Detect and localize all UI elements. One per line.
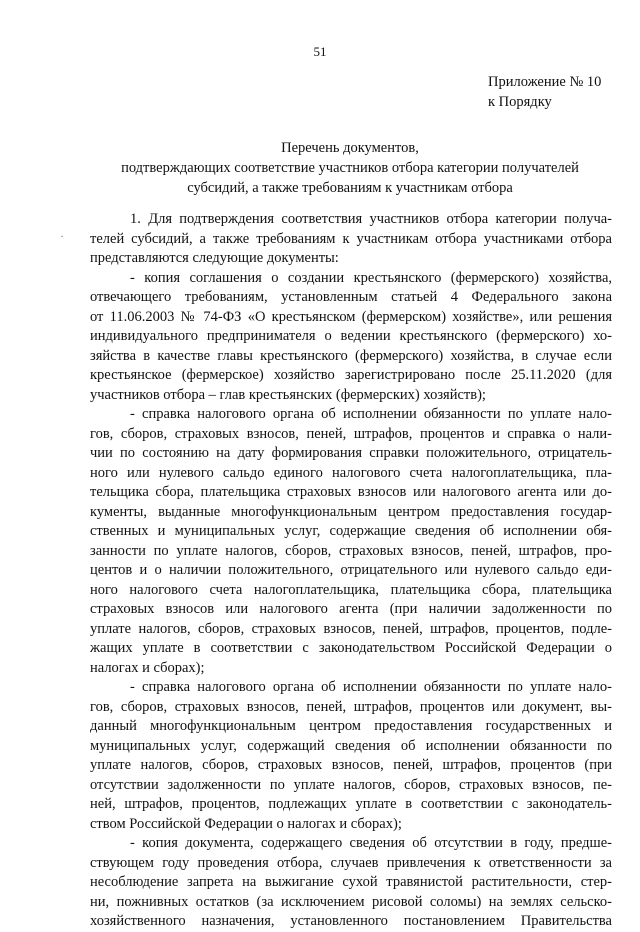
body-line: жащих уплате в соответствии с законодательством Российской Федерации о (90, 640, 612, 656)
body-line: крестьянское (фермерское) хозяйство зарегистрировано после 25.11.2020 (для (90, 367, 612, 383)
scan-artifact: · (60, 229, 64, 243)
body-line: кументы, выданные многофункциональным центром предоставления государ- (90, 503, 612, 520)
body-line: уплате налогов, сборов, страховых взносов, пеней, штрафов, процентов, подле- (90, 620, 612, 637)
body-line: представляются следующие документы: (90, 250, 339, 266)
title-line-3: субсидий, а также требованиям к участникам отбора (187, 180, 513, 196)
title-line-2: подтверждающих соответствие участников отбора категории получателей (121, 160, 579, 176)
body-line: тельщика сбора, плательщика страховых взносов или налогового агента или до- (90, 484, 612, 500)
body-line: индивидуального предпринимателя о ведении крестьянского (фермерского) хо- (90, 328, 612, 344)
document-body (90, 210, 612, 932)
body-line: - копия документа, содержащего сведения об отсутствии в году, предше- (130, 835, 612, 851)
body-line: занности по уплате налогов, сборов, страховых взносов, пеней, штрафов, про- (90, 542, 612, 559)
document-title (80, 138, 620, 198)
body-line: - копия соглашения о создании крестьянского (фермерского) хозяйства, (130, 269, 612, 286)
body-line: отсутствии задолженности по уплате налогов, сборов, страховых взносов, пе- (90, 776, 612, 793)
body-line: ного налогового счета налогоплательщика, плательщика сбора, плательщика (90, 581, 612, 598)
body-line: несоблюдение запрета на выжигание сухой травянистой растительности, стер- (90, 874, 612, 890)
page-number: 51 (313, 44, 327, 59)
body-line: от 11.06.2003 № 74-ФЗ «О крестьянском (фермерском) хозяйстве», или решения (90, 308, 612, 325)
body-line: чии по состоянию на дату формирования справки положительного, отрицатель- (90, 445, 612, 461)
body-line: ствующем году проведения отбора, случаев привлечения к ответственности за (90, 854, 612, 871)
body-line: ни, пожнивных остатков (за исключением рисовой соломы) на землях сельско- (90, 893, 612, 910)
appendix-line-1: Приложение № 10 (488, 74, 602, 90)
body-line: гов, сборов, страховых взносов, пеней, штрафов, процентов или документ, вы- (90, 698, 612, 715)
body-line: - справка налогового органа об исполнении обязанности по уплате нало- (130, 679, 612, 695)
body-line: налогах и сборах); (90, 659, 205, 676)
title-line-1: Перечень документов, (281, 140, 419, 156)
body-line: страховых взносов или налогового агента (при наличии задолженности по (90, 601, 612, 617)
body-line: зяйства в качестве главы крестьянского (фермерского) хозяйства, в случае если (90, 347, 612, 364)
body-line: центов и о наличии положительного, отрицательного или нулевого сальдо еди- (90, 562, 612, 578)
body-line: 1. Для подтверждения соответствия участников отбора категории получа- (130, 211, 612, 227)
appendix-reference (488, 72, 601, 112)
body-line: гов, сборов, страховых взносов, пеней, штрафов, процентов и справка о нали- (90, 425, 612, 442)
body-line: данный многофункциональным центром предоставления государственных и (90, 718, 612, 734)
body-line: ного или нулевого сальдо единого налогового счета налогоплательщика, пла- (90, 464, 612, 481)
body-line: ством Российской Федерации о налогах и сборах); (90, 815, 402, 832)
body-line: телей субсидий, а также требованиям к участникам отбора участниками отбора (90, 230, 612, 247)
body-line: ней, штрафов, процентов, подлежащих уплате в соответствии с законодатель- (90, 796, 612, 812)
body-line: ственных и муниципальных услуг, содержащие сведения об исполнении обя- (90, 523, 612, 539)
appendix-line-2: к Порядку (488, 94, 552, 110)
body-line: - справка налогового органа об исполнении обязанности по уплате нало- (130, 406, 612, 422)
body-line: хозяйственного назначения, установленного постановлением Правительства (90, 913, 612, 929)
body-line: уплате налогов, сборов, страховых взносов, пеней, штрафов, процентов (при (90, 757, 612, 773)
body-line: муниципальных услуг, содержащий сведения об исполнении обязанности по (90, 737, 612, 754)
body-line: участников отбора – глав крестьянских (фермерских) хозяйств); (90, 386, 486, 403)
body-line: отвечающего требованиям, установленным статьей 4 Федерального закона (90, 289, 612, 305)
